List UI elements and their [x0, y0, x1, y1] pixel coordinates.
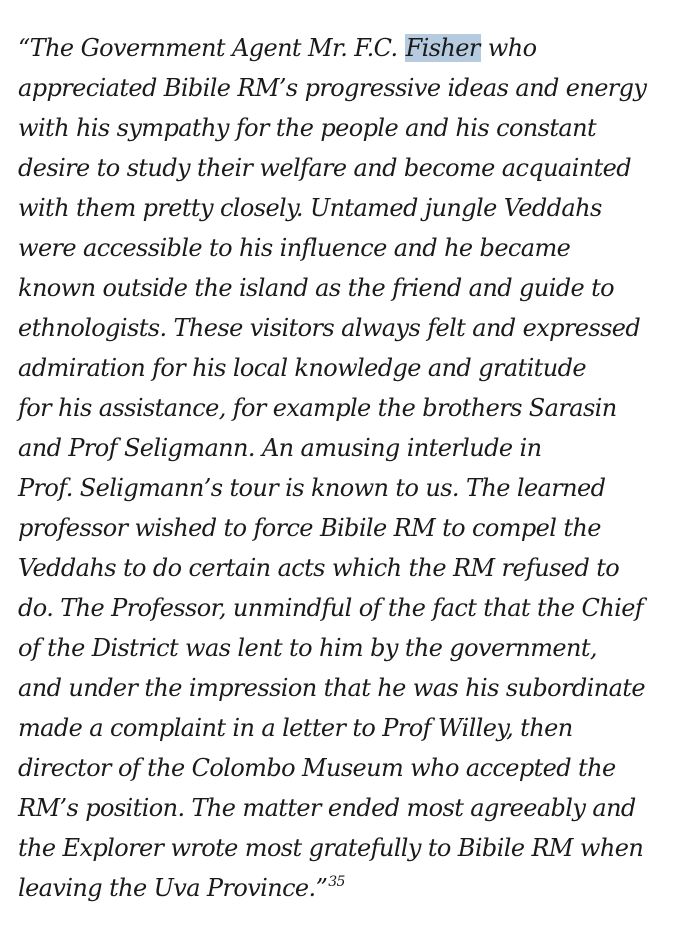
quote-block	[18, 28, 678, 908]
text-line: and under the impression that he was his subordinate	[18, 674, 645, 702]
text-line: desire to study their welfare and become acquainted	[18, 154, 631, 182]
text-segment: who	[480, 34, 537, 62]
text-line: appreciated Bibile RM’s progressive ideas and energy	[18, 74, 647, 102]
text-line: Veddahs to do certain acts which the RM refused to	[18, 554, 620, 582]
text-line: made a complaint in a letter to Prof Willey, then	[18, 714, 573, 742]
text-line: Prof. Seligmann’s tour is known to us. The learned	[18, 474, 606, 502]
highlighted-word[interactable]: Fisher	[405, 34, 480, 62]
text-line: director of the Colombo Museum who accepted the	[18, 754, 616, 782]
text-line: admiration for his local knowledge and gratitude	[18, 354, 586, 382]
text-line: with them pretty closely. Untamed jungle Veddahs	[18, 194, 602, 222]
text-line: ethnologists. These visitors always felt and expressed	[18, 314, 641, 342]
text-line: the Explorer wrote most gratefully to Bibile RM when	[18, 834, 644, 862]
text-line: do. The Professor, unmindful of the fact that the Chief	[18, 594, 644, 622]
text-segment: “The Government Agent Mr. F.C.	[18, 34, 405, 62]
text-line	[18, 868, 678, 908]
text-line: were accessible to his influence and he became	[18, 234, 571, 262]
text-line	[18, 28, 678, 68]
text-line: for his assistance, for example the brothers Sarasin	[18, 394, 617, 422]
text-segment: leaving the Uva Province.”	[18, 874, 328, 902]
text-line: known outside the island as the friend and guide to	[18, 274, 614, 302]
text-line: professor wished to force Bibile RM to compel the	[18, 514, 601, 542]
text-line: RM’s position. The matter ended most agreeably and	[18, 794, 636, 822]
text-line: and Prof Seligmann. An amusing interlude in	[18, 434, 542, 462]
footnote-reference[interactable]: 35	[328, 874, 345, 890]
text-line: with his sympathy for the people and his constant	[18, 114, 597, 142]
text-line: of the District was lent to him by the government,	[18, 634, 597, 662]
